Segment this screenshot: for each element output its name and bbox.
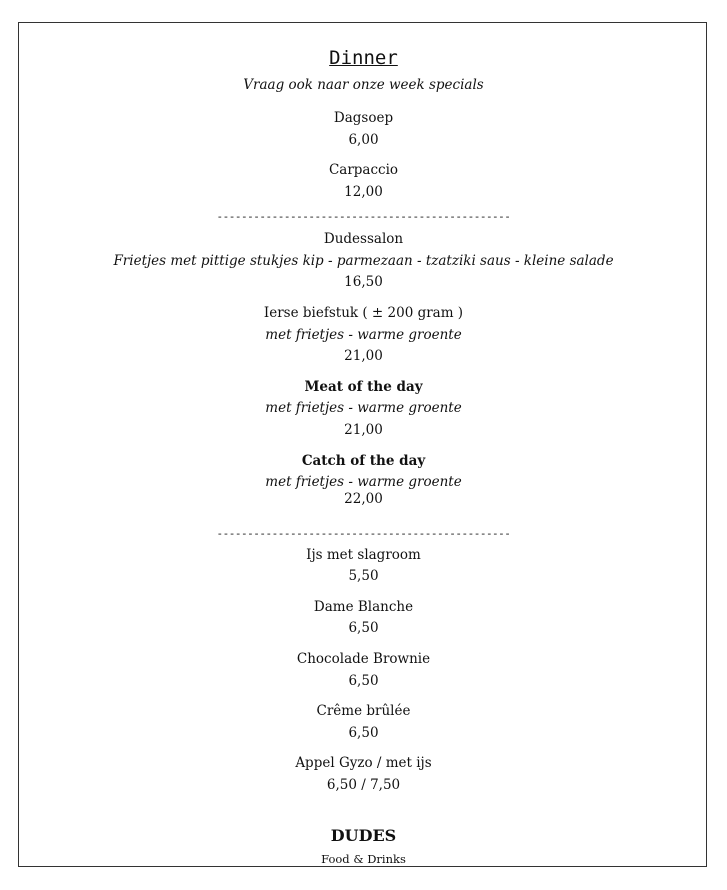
menu-item-name: Dame Blanche [313,599,414,615]
page-subtitle: Vraag ook naar onze week specials [243,77,484,93]
menu-item-name: Ierse biefstuk ( ± 200 gram ) [263,305,464,321]
menu-item-description: met frietjes - warme groente [265,474,462,490]
menu-item-name: Dudessalon [323,231,404,247]
menu-item-description: Frietjes met pittige stukjes kip - parmezaan - tzatziki saus - kleine salade [113,253,614,269]
menu-item-description: met frietjes - warme groente [265,400,462,416]
menu-item-price: 12,00 [344,184,383,200]
menu-item-price: 6,50 / 7,50 [326,777,401,793]
menu-item-price: 6,50 [348,673,379,689]
menu-item-name: Appel Gyzo / met ijs [295,755,432,771]
menu-item-name: Catch of the day [301,453,426,469]
menu-item-price: 6,50 [348,620,379,636]
menu-item-name: Crême brûlée [316,703,411,719]
menu-item-price: 22,00 [344,491,383,507]
menu-item-name: Ijs met slagroom [306,547,421,563]
menu-item-name: Carpaccio [328,162,399,178]
menu-item-price: 5,50 [348,568,379,584]
menu-item-name: Meat of the day [304,379,423,395]
page-title: Dinner [329,47,398,69]
brand-name: DUDES [330,826,397,845]
menu-item-price: 6,50 [348,725,379,741]
section-separator: ------------------------------------------------ [216,527,511,540]
menu-item-price: 6,00 [348,132,379,148]
menu-item-description: met frietjes - warme groente [265,327,462,343]
menu-item-price: 16,50 [344,274,383,290]
section-separator: ------------------------------------------------ [216,210,511,223]
menu-item-name: Chocolade Brownie [296,651,431,667]
menu-item-price: 21,00 [344,422,383,438]
menu-item-price: 21,00 [344,348,383,364]
menu-item-name: Dagsoep [333,110,394,126]
brand-tagline: Food & Drinks [321,852,406,866]
